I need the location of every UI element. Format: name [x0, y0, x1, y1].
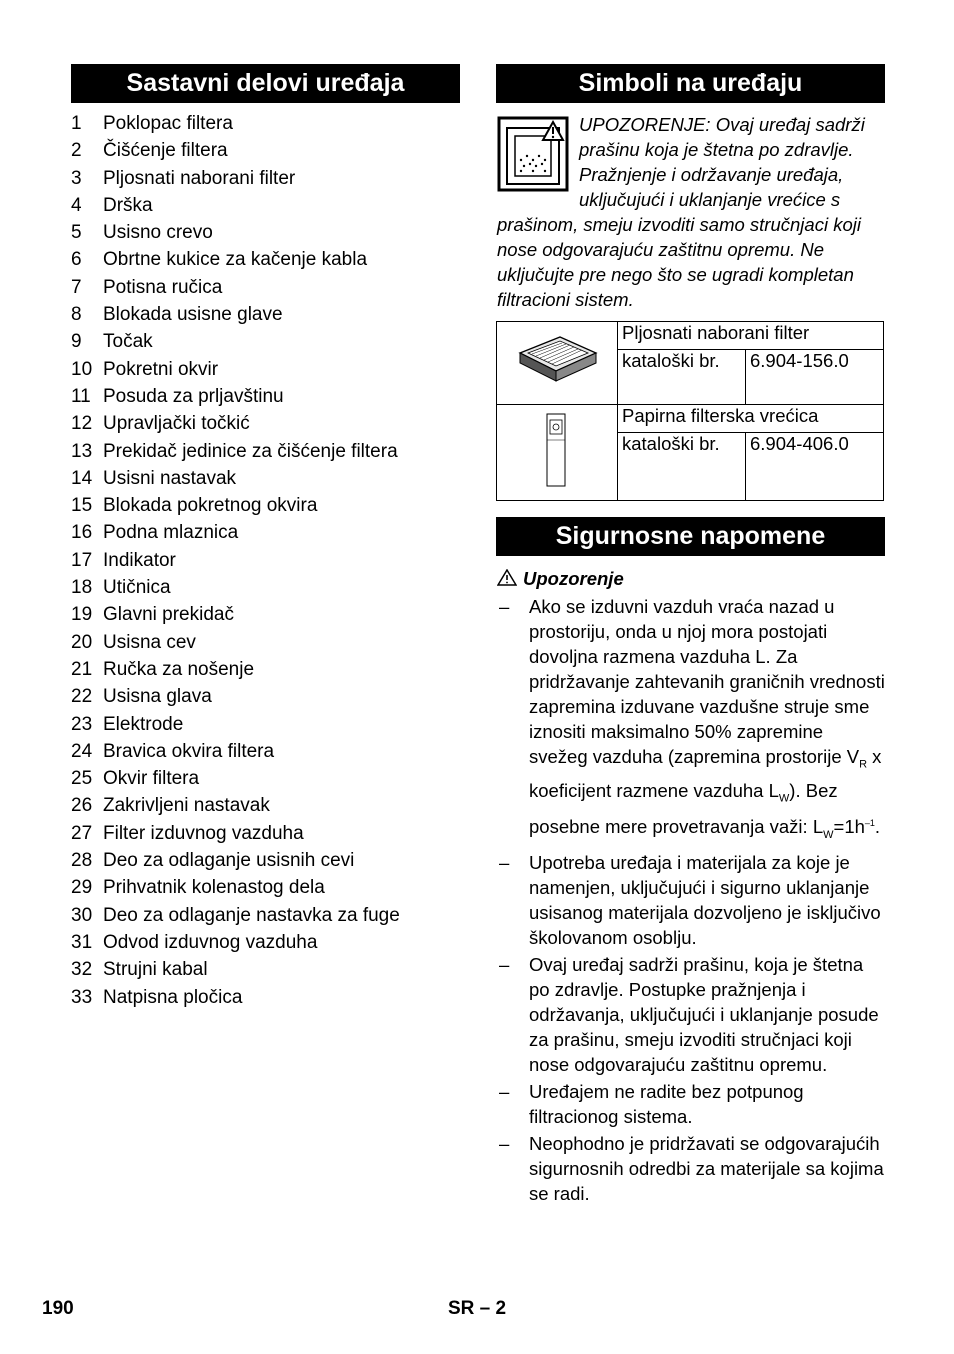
parts-list-item [71, 410, 461, 437]
part-number: 16 [71, 522, 93, 544]
safety-warning-heading [497, 566, 885, 591]
part-number: 1 [71, 113, 82, 134]
part-number: 2 [71, 140, 82, 162]
bullet-dash: – [499, 1133, 510, 1155]
part-label: Pljosnati naborani filter [103, 167, 296, 189]
catalog-label: kataloški br. [618, 433, 746, 501]
symbols-heading: Simboli na uređaju [496, 64, 885, 103]
part-number: 22 [71, 686, 93, 708]
part-number: 9 [71, 331, 82, 353]
safety-text: Uređajem ne radite bez potpunog filtracionog sistema. [529, 1081, 804, 1128]
safety-heading: Sigurnosne napomene [496, 517, 885, 556]
dust-hazard-icon [497, 116, 569, 194]
safety-item [497, 594, 885, 848]
part-number: 6 [71, 249, 82, 271]
part-label: Okvir filtera [103, 768, 200, 790]
parts-list-item [71, 656, 461, 683]
parts-list-item [71, 711, 461, 738]
parts-list-item [71, 137, 461, 164]
part-label: Ručka za nošenje [103, 658, 255, 680]
part-label: Upravljački točkić [103, 413, 250, 435]
part-number: 7 [71, 276, 82, 298]
parts-list-item [71, 301, 461, 328]
part-number: 27 [71, 822, 93, 844]
part-number: 3 [71, 167, 82, 189]
part-label: Prekidač jedinice za čišćenje filtera [103, 440, 398, 462]
parts-list-item [71, 984, 461, 1011]
parts-list-item [71, 165, 461, 192]
parts-list-item [71, 465, 461, 492]
part-label: Glavni prekidač [103, 604, 234, 626]
part-number: 28 [71, 850, 93, 872]
safety-item [497, 952, 885, 1077]
part-number: 4 [71, 194, 82, 216]
safety-section [497, 566, 885, 1208]
part-label: Zakrivljeni nastavak [103, 795, 270, 817]
part-label: Točak [103, 331, 153, 353]
page-number: 190 [42, 1298, 74, 1319]
safety-item [497, 1079, 885, 1129]
parts-list-item [71, 792, 461, 819]
parts-list-item [71, 274, 461, 301]
parts-list-item [71, 574, 461, 601]
part-label: Pokretni okvir [103, 358, 219, 380]
safety-text: ). Bez posebne mere provetravanja važi: L [529, 779, 838, 838]
bullet-dash: – [499, 852, 510, 874]
catalog-number: 6.904-406.0 [746, 433, 884, 501]
parts-list-item [71, 929, 461, 956]
part-label: Filter izduvnog vazduha [103, 822, 304, 844]
paper-bag-image [497, 405, 618, 501]
part-number: 30 [71, 904, 93, 926]
parts-list-item [71, 956, 461, 983]
part-number: 29 [71, 877, 93, 899]
part-number: 26 [71, 795, 93, 817]
catalog-label: kataloški br. [618, 350, 746, 405]
part-number: 15 [71, 495, 93, 517]
part-label: Strujni kabal [103, 959, 208, 981]
part-number: 11 [71, 385, 91, 407]
part-label: Deo za odlaganje usisnih cevi [103, 850, 355, 872]
part-number: 5 [71, 222, 82, 244]
parts-list-item [71, 902, 461, 929]
part-number: 12 [71, 413, 93, 435]
parts-list-item [71, 820, 461, 847]
part-label: Indikator [103, 549, 176, 571]
safety-item [497, 850, 885, 950]
superscript: –1 [864, 818, 875, 829]
parts-list-item [71, 438, 461, 465]
safety-text: Upotreba uređaja i materijala za koje je namenjen, uključujući i sigurno uklanjanje usisanog materijala dozvoljeno je isključivo školovanom osoblju. [529, 852, 881, 949]
parts-list-item [71, 492, 461, 519]
bullet-dash: – [499, 954, 510, 976]
safety-item [497, 1131, 885, 1206]
part-number: 23 [71, 713, 93, 735]
parts-list-item [71, 328, 461, 355]
subscript: R [859, 758, 868, 771]
parts-list-item [71, 192, 461, 219]
parts-list-item [71, 547, 461, 574]
part-number: 25 [71, 768, 93, 790]
part-label: Obrtne kukice za kačenje kabla [103, 249, 368, 271]
part-label: Blokada pokretnog okvira [103, 495, 318, 517]
part-label: Odvod izduvnog vazduha [103, 931, 318, 953]
parts-list-item [71, 219, 461, 246]
parts-heading: Sastavni delovi uređaja [71, 64, 460, 103]
accessory-name: Papirna filterska vrećica [618, 405, 884, 433]
part-label: Elektrode [103, 713, 184, 735]
part-number: 21 [71, 658, 93, 680]
part-number: 14 [71, 467, 93, 489]
part-number: 10 [71, 358, 93, 380]
part-label: Prihvatnik kolenastog dela [103, 877, 325, 899]
paper-bag-icon [537, 410, 577, 490]
bullet-dash: – [499, 1081, 510, 1103]
part-label: Blokada usisne glave [103, 304, 283, 326]
part-label: Bravica okvira filtera [103, 740, 275, 762]
part-label: Poklopac filtera [103, 113, 233, 134]
part-label: Natpisna pločica [103, 986, 243, 1008]
subscript: W [778, 792, 790, 805]
part-label: Utičnica [103, 577, 171, 599]
parts-list-item [71, 110, 461, 137]
safety-text: Neophodno je pridržavati se odgovarajućih sigurnosnih odredbi za materijale sa kojima se radi. [529, 1133, 884, 1205]
part-label: Usisno crevo [103, 222, 213, 244]
safety-text: x koeficijent razmene vazduha L [529, 746, 882, 801]
part-label: Potisna ručica [103, 276, 223, 298]
warning-label: Upozorenje [523, 568, 624, 589]
part-number: 13 [71, 440, 93, 462]
part-number: 18 [71, 577, 93, 599]
part-number: 32 [71, 959, 93, 981]
part-number: 24 [71, 740, 93, 762]
parts-list-item [71, 874, 461, 901]
part-label: Usisna cev [103, 631, 196, 653]
part-number: 19 [71, 604, 93, 626]
bullet-dash: – [499, 596, 510, 617]
parts-list-item [71, 519, 461, 546]
safety-text: Ako se izduvni vazduh vraća nazad u prostoriju, onda u njoj mora postojati dovoljna razmena vazduha L. Za pridržavanje zahtevanih graničnih vrednosti zapremina izduvane vazdušne struje sme iznositi maksimalno 50% zapremine svežeg vazduha (zapremina prostorije V [529, 596, 885, 767]
parts-list-item [71, 383, 461, 410]
symbol-warning-text: UPOZORENJE: Ovaj uređaj sadrži prašinu koja je štetna po zdravlje. Pražnjenje i održavanje uređaja, uključujući i uklanjanje vrećice s prašinom, smeju izvoditi samo stručnjaci koji nose odgovarajuću zaštitnu opremu. Ne uključujte pre nego što se ugradi kompletan filtracioni sistem. [497, 114, 865, 310]
part-number: 31 [71, 931, 93, 953]
safety-text: =1h [833, 816, 865, 838]
parts-list-item [71, 356, 461, 383]
part-number: 8 [71, 304, 82, 326]
part-number: 17 [71, 549, 93, 571]
language-page-label: SR – 2 [448, 1298, 507, 1319]
symbol-warning-block [497, 112, 885, 312]
accessories-table [496, 321, 884, 501]
part-label: Usisni nastavak [103, 467, 237, 489]
parts-list-item [71, 847, 461, 874]
flat-filter-icon [512, 331, 602, 391]
subscript: W [823, 829, 834, 842]
part-label: Usisna glava [103, 686, 212, 708]
parts-list-item [71, 629, 461, 656]
part-number: 20 [71, 631, 93, 653]
catalog-number: 6.904-156.0 [746, 350, 884, 405]
flat-filter-image [497, 322, 618, 405]
safety-text: . [874, 816, 881, 838]
parts-list [71, 110, 461, 1011]
part-label: Podna mlaznica [103, 522, 239, 544]
accessory-name: Pljosnati naborani filter [618, 322, 884, 350]
parts-list-item [71, 601, 461, 628]
part-number: 33 [71, 986, 93, 1008]
part-label: Drška [103, 194, 153, 216]
parts-list-item [71, 738, 461, 765]
parts-list-item [71, 246, 461, 273]
parts-list-item [71, 765, 461, 792]
part-label: Čišćenje filtera [103, 140, 228, 162]
warning-triangle-icon [497, 569, 517, 586]
part-label: Posuda za prljavštinu [103, 385, 284, 407]
safety-text: Ovaj uređaj sadrži prašinu, koja je štetna po zdravlje. Postupke pražnjenja i održavanja, uključujući i uklanjanje posude za prašinu, smeju izvoditi stručnjaci koji nose odgovarajuću zaštitnu opremu. [529, 954, 879, 1076]
part-label: Deo za odlaganje nastavka za fuge [103, 904, 400, 926]
parts-list-item [71, 683, 461, 710]
